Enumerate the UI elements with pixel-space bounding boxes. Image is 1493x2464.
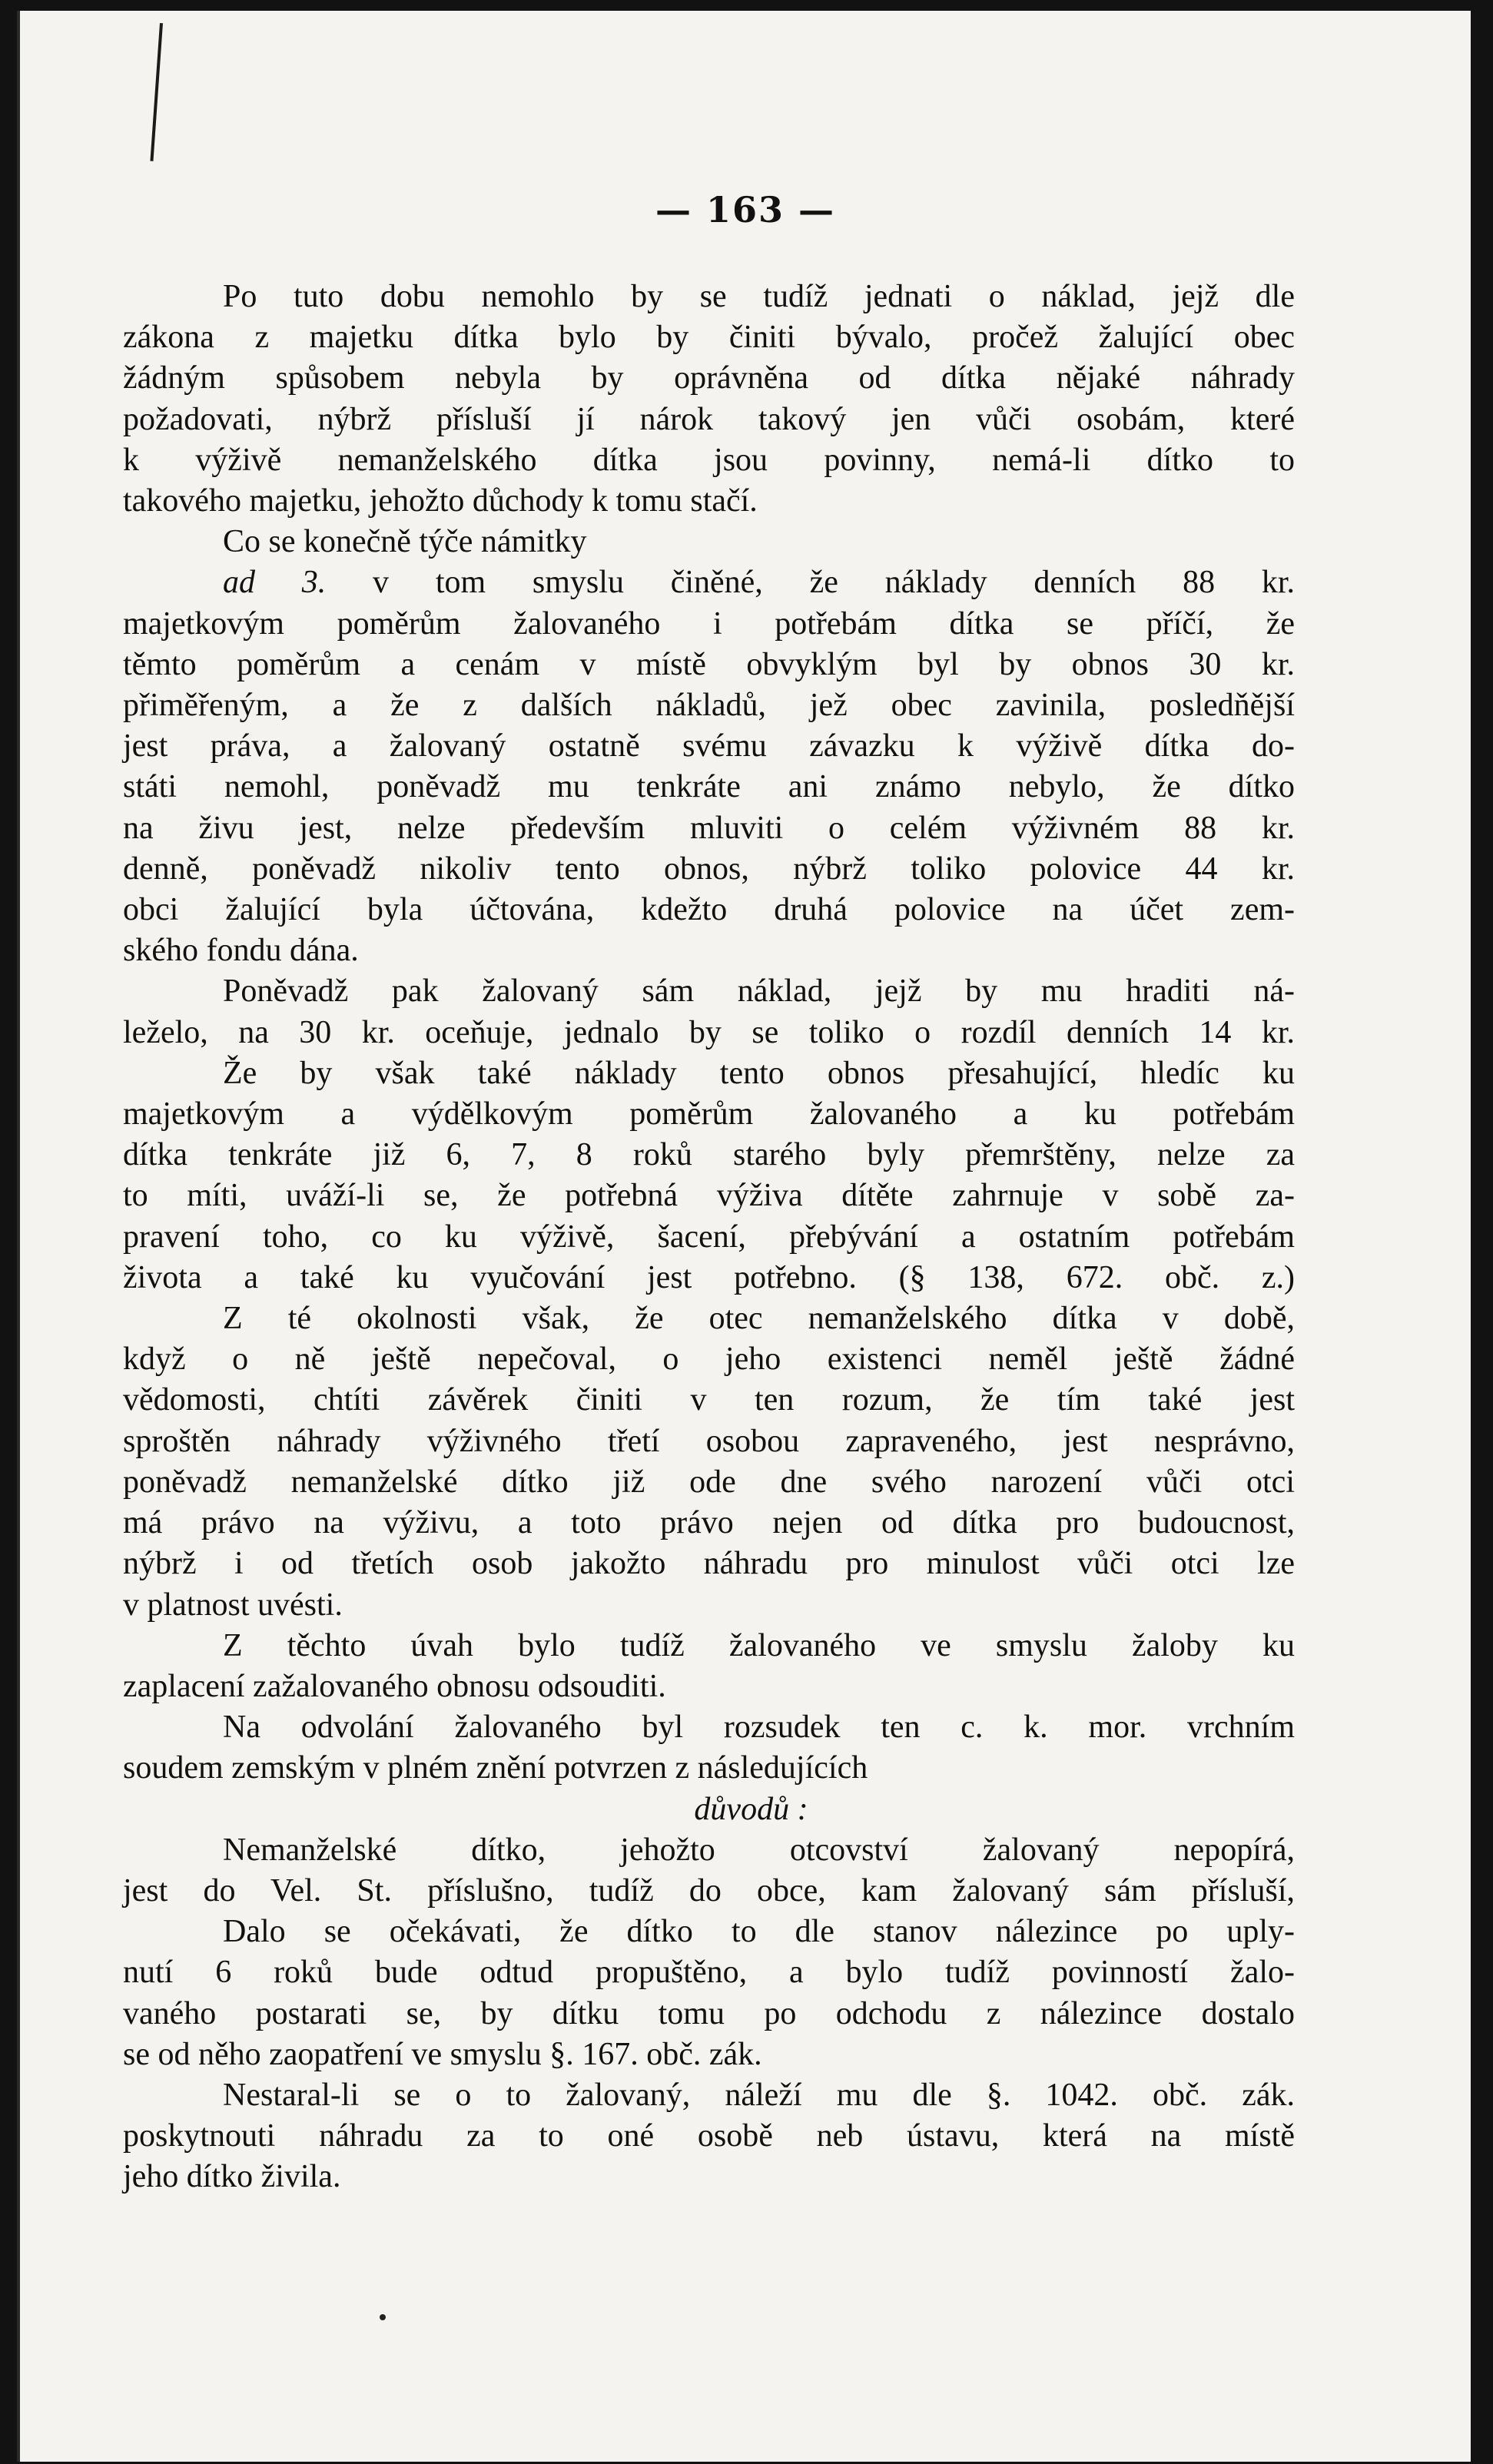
text-line: Z těchto úvah bylo tudíž žalovaného ve smyslu žaloby ku — [223, 1627, 1295, 1663]
text-line: denně, poněvadž nikoliv tento obnos, nýbrž toliko polovice 44 kr. — [123, 851, 1295, 887]
text-line: Že by však také náklady tento obnos přesahující, hledíc ku — [223, 1055, 1295, 1091]
text-run: v tom smyslu činěné, že náklady denních 88 kr. — [326, 565, 1296, 601]
text-line: jeho dítko živila. — [123, 2159, 341, 2195]
ink-speck — [380, 2314, 386, 2320]
text-line: Nestaral-li se o to žalovaný, náleží mu dle §. 1042. obč. zák. — [223, 2077, 1295, 2113]
italic-lead: ad 3. — [223, 565, 327, 601]
paragraph — [123, 1912, 1295, 2075]
paragraph — [123, 2075, 1295, 2198]
text-line: Po tuto dobu nemohlo by se tudíž jednati o náklad, jejž dle — [223, 279, 1295, 314]
body-text — [123, 277, 1295, 2198]
text-line: přiměřeným, a že z dalších nákladů, jež obec zavinila, posledňější — [123, 688, 1295, 724]
text-line: soudem zemským v plném znění potvrzen z následujících — [123, 1750, 868, 1786]
text-line: Poněvadž pak žalovaný sám náklad, jejž by mu hraditi ná- — [223, 973, 1295, 1010]
text-line: zákona z majetku dítka bylo by činiti bývalo, pročež žalující obec — [123, 320, 1295, 356]
paragraph — [123, 1626, 1295, 1707]
text-line: pravení toho, co ku výživě, šacení, přebývání a ostatním potřebám — [123, 1219, 1295, 1255]
text-line: Z té okolnosti však, že otec nemanželského dítka v době, — [223, 1301, 1295, 1337]
heading-text: důvodů : — [694, 1791, 808, 1827]
text-line: vědomosti, chtíti závěrek činiti v ten rozum, že tím také jest — [123, 1382, 1295, 1418]
text-line: žádným spůsobem nebyla by oprávněna od dítka nějaké náhrady — [123, 360, 1295, 396]
text-line: takového majetku, jehožto důchody k tomu stačí. — [123, 483, 758, 519]
text-line: vaného postarati se, by dítku tomu po odchodu z nálezince dostalo — [123, 1995, 1295, 2031]
text-line: se od něho zaopatření ve smyslu §. 167. obč. zák. — [123, 2036, 762, 2072]
paragraph — [123, 1830, 1295, 1912]
paragraph — [123, 522, 1295, 562]
text-line: těmto poměrům a cenám v místě obvyklým byl by obnos 30 kr. — [123, 646, 1295, 682]
text-line: sproštěn náhrady výživného třetí osobou zapraveného, jest nesprávno, — [123, 1423, 1295, 1459]
text-line: poskytnouti náhradu za to oné osobě neb ústavu, která na místě — [123, 2118, 1295, 2154]
margin-pencil-mark — [150, 23, 169, 161]
text-line: Nemanželské dítko, jehožto otcovství žalovaný nepopírá, — [223, 1832, 1295, 1868]
text-line — [123, 562, 1295, 603]
text-line: zaplacení zažalovaného obnosu odsouditi. — [123, 1668, 666, 1704]
text-line: dítka tenkráte již 6, 7, 8 roků starého byly přemrštěny, nelze za — [123, 1137, 1295, 1173]
page-number: — 163 — — [655, 189, 836, 230]
paragraph — [123, 971, 1295, 1053]
paragraph — [123, 562, 1295, 971]
text-line: Co se konečně týče námitky — [223, 524, 587, 560]
text-line: jest práva, a žalovaný ostatně svému závazku k výživě dítka do- — [123, 728, 1295, 764]
text-line: majetkovým poměrům žalovaného i potřebám dítka se příčí, že — [123, 605, 1295, 642]
text-line: majetkovým a výdělkovým poměrům žalovaného a ku potřebám — [123, 1096, 1295, 1133]
paragraph — [123, 1298, 1295, 1626]
text-line: to míti, uváží-li se, že potřebná výživa dítěte zahrnuje v sobě za- — [123, 1178, 1295, 1214]
text-line: když o ně ještě nepečoval, o jeho existenci neměl ještě žádné — [123, 1341, 1295, 1378]
text-line: k výživě nemanželského dítka jsou povinny, nemá-li dítko to — [123, 442, 1295, 478]
text-line: ského fondu dána. — [123, 933, 359, 969]
text-line: poněvadž nemanželské dítko již ode dne svého narození vůči otci — [123, 1464, 1295, 1500]
text-line: nýbrž i od třetích osob jakožto náhradu pro minulost vůči otci lze — [123, 1546, 1295, 1582]
text-line: jest do Vel. St. příslušno, tudíž do obce, kam žalovaný sám přísluší, — [123, 1872, 1295, 1909]
paragraph — [123, 277, 1295, 522]
section-heading — [123, 1789, 1295, 1830]
text-line: požadovati, nýbrž přísluší jí nárok takový jen vůči osobám, které — [123, 401, 1295, 437]
text-line: obci žalující byla účtována, kdežto druhá polovice na účet zem- — [123, 892, 1295, 928]
text-line: na živu jest, nelze především mluviti o celém výživném 88 kr. — [123, 810, 1295, 846]
text-line: života a také ku vyučování jest potřebno. (§ 138, 672. obč. z.) — [123, 1259, 1295, 1295]
text-line: Dalo se očekávati, že dítko to dle stanov nálezince po uply- — [223, 1914, 1295, 1950]
paragraph — [123, 1707, 1295, 1789]
text-line: v platnost uvésti. — [123, 1587, 343, 1623]
text-line: Na odvolání žalovaného byl rozsudek ten c. k. mor. vrchním — [223, 1710, 1295, 1746]
text-line: má právo na výživu, a toto právo nejen od dítka pro budoucnost, — [123, 1505, 1295, 1541]
text-line: nutí 6 roků bude odtud propuštěno, a bylo tudíž povinností žalo- — [123, 1955, 1295, 1991]
text-line: státi nemohl, poněvadž mu tenkráte ani známo nebylo, že dítko — [123, 769, 1295, 805]
paragraph — [123, 1053, 1295, 1298]
text-line: leželo, na 30 kr. oceňuje, jednalo by se toliko o rozdíl denních 14 kr. — [123, 1014, 1295, 1050]
